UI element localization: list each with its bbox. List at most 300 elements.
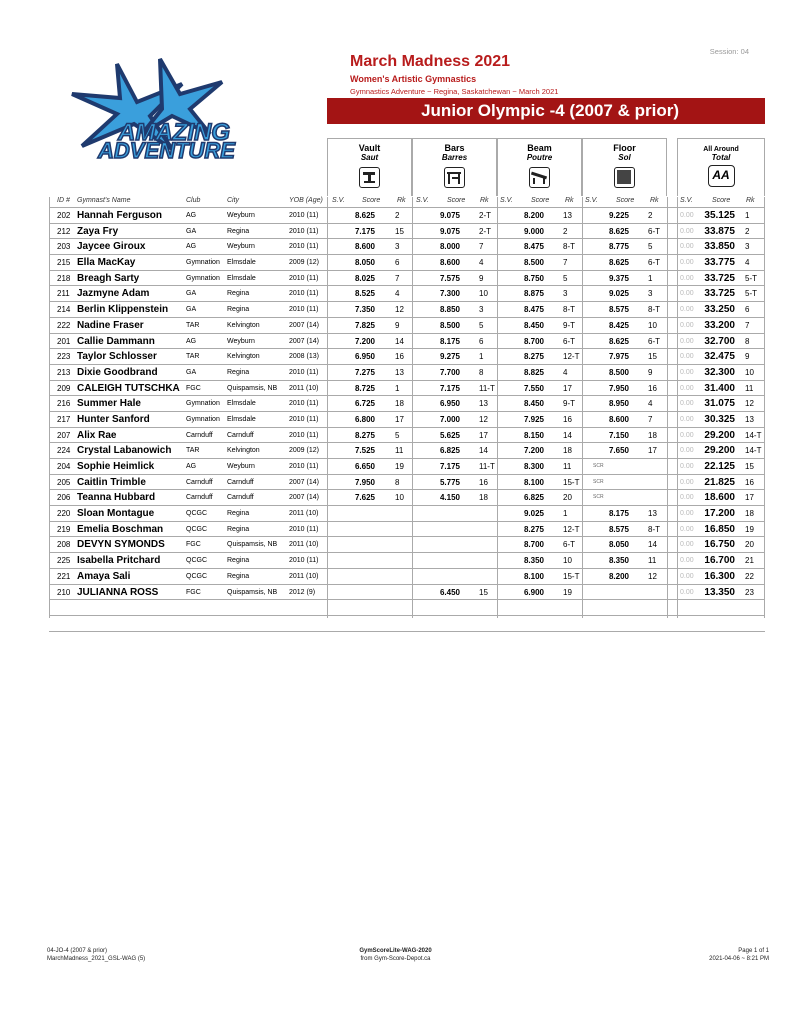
beam-score: 8.700	[523, 336, 544, 346]
city: Regina	[227, 306, 250, 314]
table-divider	[677, 197, 678, 618]
vault-rank: 4	[395, 289, 400, 299]
floor-score: 8.775	[608, 242, 629, 252]
club: QCGC	[186, 525, 207, 533]
city: Regina	[227, 510, 250, 518]
aa-score: 16.300	[704, 570, 735, 582]
city: Regina	[227, 227, 250, 235]
bars-rank: 3	[479, 305, 484, 315]
floor-score: 7.950	[608, 383, 629, 393]
floor-rank: 10	[648, 320, 657, 330]
floor-score: 7.975	[608, 352, 629, 362]
aa-score: 33.875	[704, 225, 735, 237]
bars-score: 9.275	[439, 352, 460, 362]
floor-rank: 6-T	[648, 258, 660, 268]
beam-rank: 9-T	[563, 399, 575, 409]
col-beam-score: Score	[531, 197, 550, 204]
city: Regina	[227, 557, 250, 565]
city: Regina	[227, 368, 250, 376]
club: Gymnation	[186, 274, 220, 282]
name: Jaycee Giroux	[77, 241, 146, 253]
division-banner: Junior Olympic -4 (2007 & prior)	[327, 98, 765, 124]
yob: 2010 (11)	[289, 290, 319, 298]
name: Emelia Boschman	[77, 523, 164, 535]
aa-rank: 23	[745, 587, 754, 597]
club: GA	[186, 227, 197, 235]
table-row	[49, 286, 765, 302]
col-aa-score: Score	[712, 197, 731, 204]
city: Carnduff	[227, 431, 254, 439]
club: Gymnation	[186, 400, 220, 408]
aa-rank: 14-T	[745, 430, 762, 440]
city: Weyburn	[227, 212, 255, 219]
city: Weyburn	[227, 337, 255, 345]
vault-score: 8.525	[354, 289, 375, 299]
yob: 2010 (11)	[289, 368, 319, 376]
col-bars-sv: S.V.	[416, 197, 429, 204]
aa-rank: 19	[745, 524, 754, 534]
event-name: All Around	[703, 146, 739, 153]
event-name: Floor	[613, 143, 636, 153]
beam-rank: 13	[563, 211, 572, 220]
beam-score: 8.450	[523, 320, 544, 330]
beam-score: 8.700	[523, 540, 544, 550]
yob: 2011 (10)	[289, 572, 319, 580]
beam-score: 8.750	[523, 273, 544, 283]
vault-score: 8.600	[354, 242, 375, 252]
floor-status: SCR	[593, 463, 604, 469]
table-row	[49, 412, 765, 428]
bars-rank: 5	[479, 320, 484, 330]
yob: 2010 (11)	[289, 557, 319, 565]
floor-score: 8.200	[608, 571, 629, 581]
table-row	[49, 255, 765, 271]
aa-rank: 2	[745, 226, 750, 236]
bars-score: 7.300	[439, 289, 460, 299]
id: 221	[57, 571, 71, 581]
bars-score: 8.600	[439, 258, 460, 268]
floor-rank: 16	[648, 383, 657, 393]
vault-rank: 3	[395, 242, 400, 252]
aa-score: 29.200	[704, 445, 735, 457]
beam-score: 8.825	[523, 367, 544, 377]
event-subname: Sol	[618, 153, 631, 162]
name: Dixie Goodbrand	[77, 366, 158, 378]
aa-sv: 0.00	[680, 415, 694, 423]
col-club: Club	[186, 197, 201, 204]
aa-score: 35.125	[704, 210, 735, 221]
city: Quispamsis, NB	[227, 384, 278, 392]
floor-rank: 1	[648, 273, 653, 283]
aa-sv: 0.00	[680, 353, 694, 361]
aa-sv: 0.00	[680, 431, 694, 439]
beam-rank: 8-T	[563, 242, 575, 252]
yob: 2010 (11)	[289, 463, 319, 470]
beam-rank: 20	[563, 493, 572, 503]
footer-source: from Gym-Score-Depot.ca	[360, 955, 431, 962]
beam-rank: 3	[563, 289, 568, 299]
col-floor-sv: S.V.	[585, 197, 598, 204]
bars-rank: 14	[479, 446, 488, 456]
aa-score: 29.200	[704, 429, 735, 441]
aa-score: 30.325	[704, 413, 735, 425]
club: QCGC	[186, 572, 207, 580]
floor-rank: 4	[648, 399, 653, 409]
floor-score: 8.625	[608, 258, 629, 268]
club: Carnduff	[186, 494, 213, 502]
city: Elmsdale	[227, 259, 256, 267]
club: FGC	[186, 384, 201, 392]
aa-sv: 0.00	[680, 400, 694, 408]
club: TAR	[186, 321, 200, 329]
bars-score: 7.175	[439, 383, 460, 393]
col-bars-score: Score	[447, 197, 466, 204]
aa-score: 31.075	[704, 398, 735, 410]
aa-score: 32.300	[704, 366, 735, 378]
city: Weyburn	[227, 463, 255, 470]
city: Quispamsis, NB	[227, 541, 278, 549]
club: QCGC	[186, 510, 207, 518]
bars-rank: 12	[479, 414, 488, 424]
aa-score: 33.850	[704, 241, 735, 253]
city: Regina	[227, 525, 250, 533]
event-header-vault	[327, 138, 412, 196]
city: Kelvington	[227, 447, 260, 455]
yob: 2010 (11)	[289, 227, 319, 235]
beam-rank: 10	[563, 556, 572, 566]
floor-status: SCR	[593, 478, 604, 485]
bars-rank: 10	[479, 289, 488, 299]
yob: 2010 (11)	[289, 212, 319, 219]
id: 205	[57, 477, 71, 487]
id: 222	[57, 320, 71, 330]
floor-score: 9.025	[608, 289, 629, 299]
aa-sv: 0.00	[680, 494, 694, 502]
yob: 2007 (14)	[289, 494, 319, 502]
id: 209	[57, 383, 71, 393]
all-around-icon: AA	[708, 165, 735, 187]
city: Kelvington	[227, 321, 260, 329]
aa-score: 31.400	[704, 382, 735, 394]
id: 203	[57, 242, 71, 252]
yob: 2010 (11)	[289, 243, 319, 251]
beam-rank: 9-T	[563, 320, 575, 330]
vault-rank: 15	[395, 226, 404, 236]
aa-sv: 0.00	[680, 541, 694, 549]
name: Jazmyne Adam	[77, 288, 150, 300]
vault-score: 6.725	[354, 399, 375, 409]
vault-rank: 6	[395, 258, 400, 268]
beam-rank: 18	[563, 446, 572, 456]
table-row	[49, 239, 765, 255]
yob: 2010 (11)	[289, 431, 319, 439]
id: 207	[57, 430, 71, 440]
aa-score: 16.700	[704, 555, 735, 567]
bars-score: 7.575	[439, 273, 460, 283]
floor-rank: 17	[648, 446, 657, 456]
beam-score: 8.475	[523, 242, 544, 252]
beam-score: 8.100	[523, 477, 544, 487]
club: Gymnation	[186, 259, 220, 267]
aa-score: 18.600	[704, 492, 735, 504]
name: Alix Rae	[77, 429, 117, 441]
beam-score: 6.900	[523, 587, 544, 597]
aa-score: 33.200	[704, 319, 735, 331]
table-row	[49, 443, 765, 459]
beam-score: 7.550	[523, 383, 544, 393]
col-id: ID #	[57, 197, 70, 204]
meet-subtitle: Women's Artistic Gymnastics	[350, 74, 477, 84]
yob: 2012 (9)	[289, 588, 316, 596]
id: 223	[57, 352, 71, 362]
floor-score: 8.175	[608, 509, 629, 519]
floor-rank: 18	[648, 430, 657, 440]
floor-rank: 15	[648, 352, 657, 362]
aa-sv: 0.00	[680, 478, 694, 486]
meet-location: Gymnastics Adventure ~ Regina, Saskatchewan ~ March 2021	[350, 87, 559, 96]
footer-page: Page 1 of 1	[738, 948, 769, 954]
name: Hannah Ferguson	[77, 210, 163, 221]
floor-rank: 12	[648, 571, 657, 581]
table-row	[49, 475, 765, 491]
floor-rank: 5	[648, 242, 653, 252]
beam-score: 8.300	[523, 462, 544, 471]
yob: 2010 (11)	[289, 415, 319, 423]
floor-rank: 6-T	[648, 336, 660, 346]
table-border	[764, 197, 765, 618]
aa-sv: 0.00	[680, 290, 694, 298]
name: Zaya Fry	[77, 225, 119, 237]
id: 208	[57, 540, 71, 550]
club: AG	[186, 463, 197, 470]
beam-score: 8.275	[523, 524, 544, 534]
table-row	[49, 459, 765, 475]
vault-rank: 2	[395, 211, 400, 220]
aa-score: 16.850	[704, 523, 735, 535]
floor-rank: 13	[648, 509, 657, 519]
bars-rank: 17	[479, 430, 488, 440]
club: FGC	[186, 588, 201, 596]
floor-rank: 6-T	[648, 226, 660, 236]
bars-rank: 2-T	[479, 211, 491, 220]
aa-score: 16.750	[704, 539, 735, 551]
club: TAR	[186, 447, 200, 455]
club: GA	[186, 306, 197, 314]
id: 211	[57, 289, 70, 299]
aa-rank: 22	[745, 571, 754, 581]
col-vault-score: Score	[362, 197, 381, 204]
aa-score: 13.350	[704, 586, 735, 598]
vault-rank: 5	[395, 430, 400, 440]
table-divider	[327, 197, 328, 618]
floor-rank: 14	[648, 540, 657, 550]
club: AG	[186, 337, 197, 345]
id: 213	[57, 367, 71, 377]
beam-rank: 5	[563, 273, 568, 283]
floor-score: 9.375	[608, 273, 629, 283]
floor-rank: 3	[648, 289, 653, 299]
aa-score: 33.725	[704, 288, 735, 300]
city: Weyburn	[227, 243, 255, 251]
aa-sv: 0.00	[680, 243, 694, 251]
col-floor-rk: Rk	[650, 197, 659, 204]
vault-rank: 19	[395, 462, 404, 471]
name: Ella MacKay	[77, 257, 136, 269]
beam-score: 8.500	[523, 258, 544, 268]
aa-sv: 0.00	[680, 212, 694, 219]
beam-rank: 14	[563, 430, 572, 440]
aa-rank: 14-T	[745, 446, 762, 456]
aa-rank: 21	[745, 556, 754, 566]
floor-rank: 2	[648, 211, 653, 220]
table-divider	[582, 197, 583, 618]
name: CALEIGH TUTSCHKA	[77, 382, 180, 394]
vault-rank: 8	[395, 477, 400, 487]
club: AG	[186, 243, 197, 251]
yob: 2011 (10)	[289, 384, 319, 392]
name: DEVYN SYMONDS	[77, 539, 165, 551]
vault-score: 7.950	[354, 477, 375, 487]
name: Breagh Sarty	[77, 272, 140, 284]
floor-score: 7.650	[608, 446, 629, 456]
beam-rank: 2	[563, 226, 568, 236]
yob: 2009 (12)	[289, 447, 319, 455]
aa-rank: 4	[745, 258, 750, 268]
bars-score: 8.850	[439, 305, 460, 315]
club: GA	[186, 290, 197, 298]
city: Carnduff	[227, 478, 254, 486]
floor-rank: 8-T	[648, 524, 660, 534]
bars-rank: 11-T	[479, 383, 495, 393]
city: Regina	[227, 572, 250, 580]
id: 224	[57, 446, 71, 456]
aa-rank: 3	[745, 242, 750, 252]
floor-rank: 8-T	[648, 305, 660, 315]
vault-score: 8.050	[354, 258, 375, 268]
col-yob: YOB (Age)	[289, 197, 323, 204]
floor-rank: 9	[648, 367, 653, 377]
aa-sv: 0.00	[680, 557, 694, 565]
city: Regina	[227, 290, 250, 298]
name: Crystal Labanowich	[77, 445, 172, 457]
name: Callie Dammann	[77, 335, 155, 347]
yob: 2010 (11)	[289, 274, 319, 282]
table-border	[49, 197, 50, 618]
col-aa-sv: S.V.	[680, 197, 693, 204]
aa-sv: 0.00	[680, 525, 694, 533]
aa-sv: 0.00	[680, 337, 694, 345]
beam-rank: 11	[563, 462, 572, 471]
col-name: Gymnast's Name	[77, 197, 131, 204]
aa-sv: 0.00	[680, 259, 694, 267]
beam-rank: 8-T	[563, 305, 575, 315]
floor-score: 9.225	[608, 211, 629, 220]
event-header-floor	[582, 138, 667, 196]
vault-score: 7.200	[354, 336, 375, 346]
beam-score: 8.100	[523, 571, 544, 581]
bars-rank: 15	[479, 587, 488, 597]
id: 218	[57, 273, 71, 283]
beam-rank: 7	[563, 258, 568, 268]
bars-rank: 16	[479, 477, 488, 487]
table-row	[49, 569, 765, 585]
table-row	[49, 490, 765, 506]
aa-rank: 20	[745, 540, 754, 550]
bars-score: 6.450	[439, 587, 460, 597]
aa-score: 22.125	[704, 461, 735, 472]
event-header-all-around	[677, 138, 765, 196]
amazing-adventure-logo	[62, 54, 248, 164]
col-vault-sv: S.V.	[332, 197, 345, 204]
footer-file-name: MarchMadness_2021_GSL-WAG (5)	[47, 955, 146, 962]
aa-rank: 5-T	[745, 273, 757, 283]
vault-rank: 9	[395, 320, 400, 330]
name: Caitlin Trimble	[77, 476, 146, 488]
name: Berlin Klippenstein	[77, 304, 169, 316]
aa-score: 33.725	[704, 272, 735, 284]
aa-rank: 11	[745, 383, 754, 393]
vault-score: 8.625	[354, 211, 375, 220]
id: 202	[57, 211, 71, 220]
name: Isabella Pritchard	[77, 555, 161, 567]
name: JULIANNA ROSS	[77, 586, 159, 598]
bars-score: 7.000	[439, 414, 460, 424]
footer-center	[0, 948, 791, 963]
vault-icon	[359, 167, 380, 188]
col-floor-score: Score	[616, 197, 635, 204]
bars-score: 5.775	[439, 477, 460, 487]
table-row	[49, 365, 765, 381]
id: 214	[57, 305, 71, 315]
aa-sv: 0.00	[680, 447, 694, 455]
city: Kelvington	[227, 353, 260, 361]
session-label: Session: 04	[709, 47, 749, 56]
floor-rank: 7	[648, 414, 653, 424]
vault-score: 7.350	[354, 305, 375, 315]
yob: 2011 (10)	[289, 510, 319, 518]
beam-rank: 6-T	[563, 336, 575, 346]
beam-rank: 12-T	[563, 352, 580, 362]
city: Elmsdale	[227, 415, 256, 423]
event-subname: Saut	[360, 153, 379, 162]
bars-icon	[444, 167, 465, 188]
vault-score: 6.950	[354, 352, 375, 362]
club: Carnduff	[186, 478, 213, 486]
vault-rank: 1	[395, 383, 400, 393]
name: Teanna Hubbard	[77, 492, 156, 504]
footer-software: GymScoreLite-WAG-2020	[359, 948, 432, 954]
vault-rank: 14	[395, 336, 404, 346]
empty-row	[49, 600, 765, 616]
bars-score: 7.175	[439, 462, 460, 471]
bars-rank: 1	[479, 352, 484, 362]
id: 206	[57, 493, 71, 503]
aa-rank: 1	[745, 211, 750, 220]
table-row	[49, 381, 765, 397]
floor-score: 8.600	[608, 414, 629, 424]
event-name: Bars	[444, 143, 465, 153]
aa-sv: 0.00	[680, 384, 694, 392]
club: GA	[186, 368, 197, 376]
aa-sv: 0.00	[680, 510, 694, 518]
vault-score: 8.025	[354, 273, 375, 283]
floor-score: 8.625	[608, 336, 629, 346]
col-city: City	[227, 197, 240, 204]
beam-rank: 15-T	[563, 477, 580, 487]
col-vault-rk: Rk	[397, 197, 406, 204]
beam-score: 9.000	[523, 226, 544, 236]
bars-score: 4.150	[439, 493, 460, 503]
